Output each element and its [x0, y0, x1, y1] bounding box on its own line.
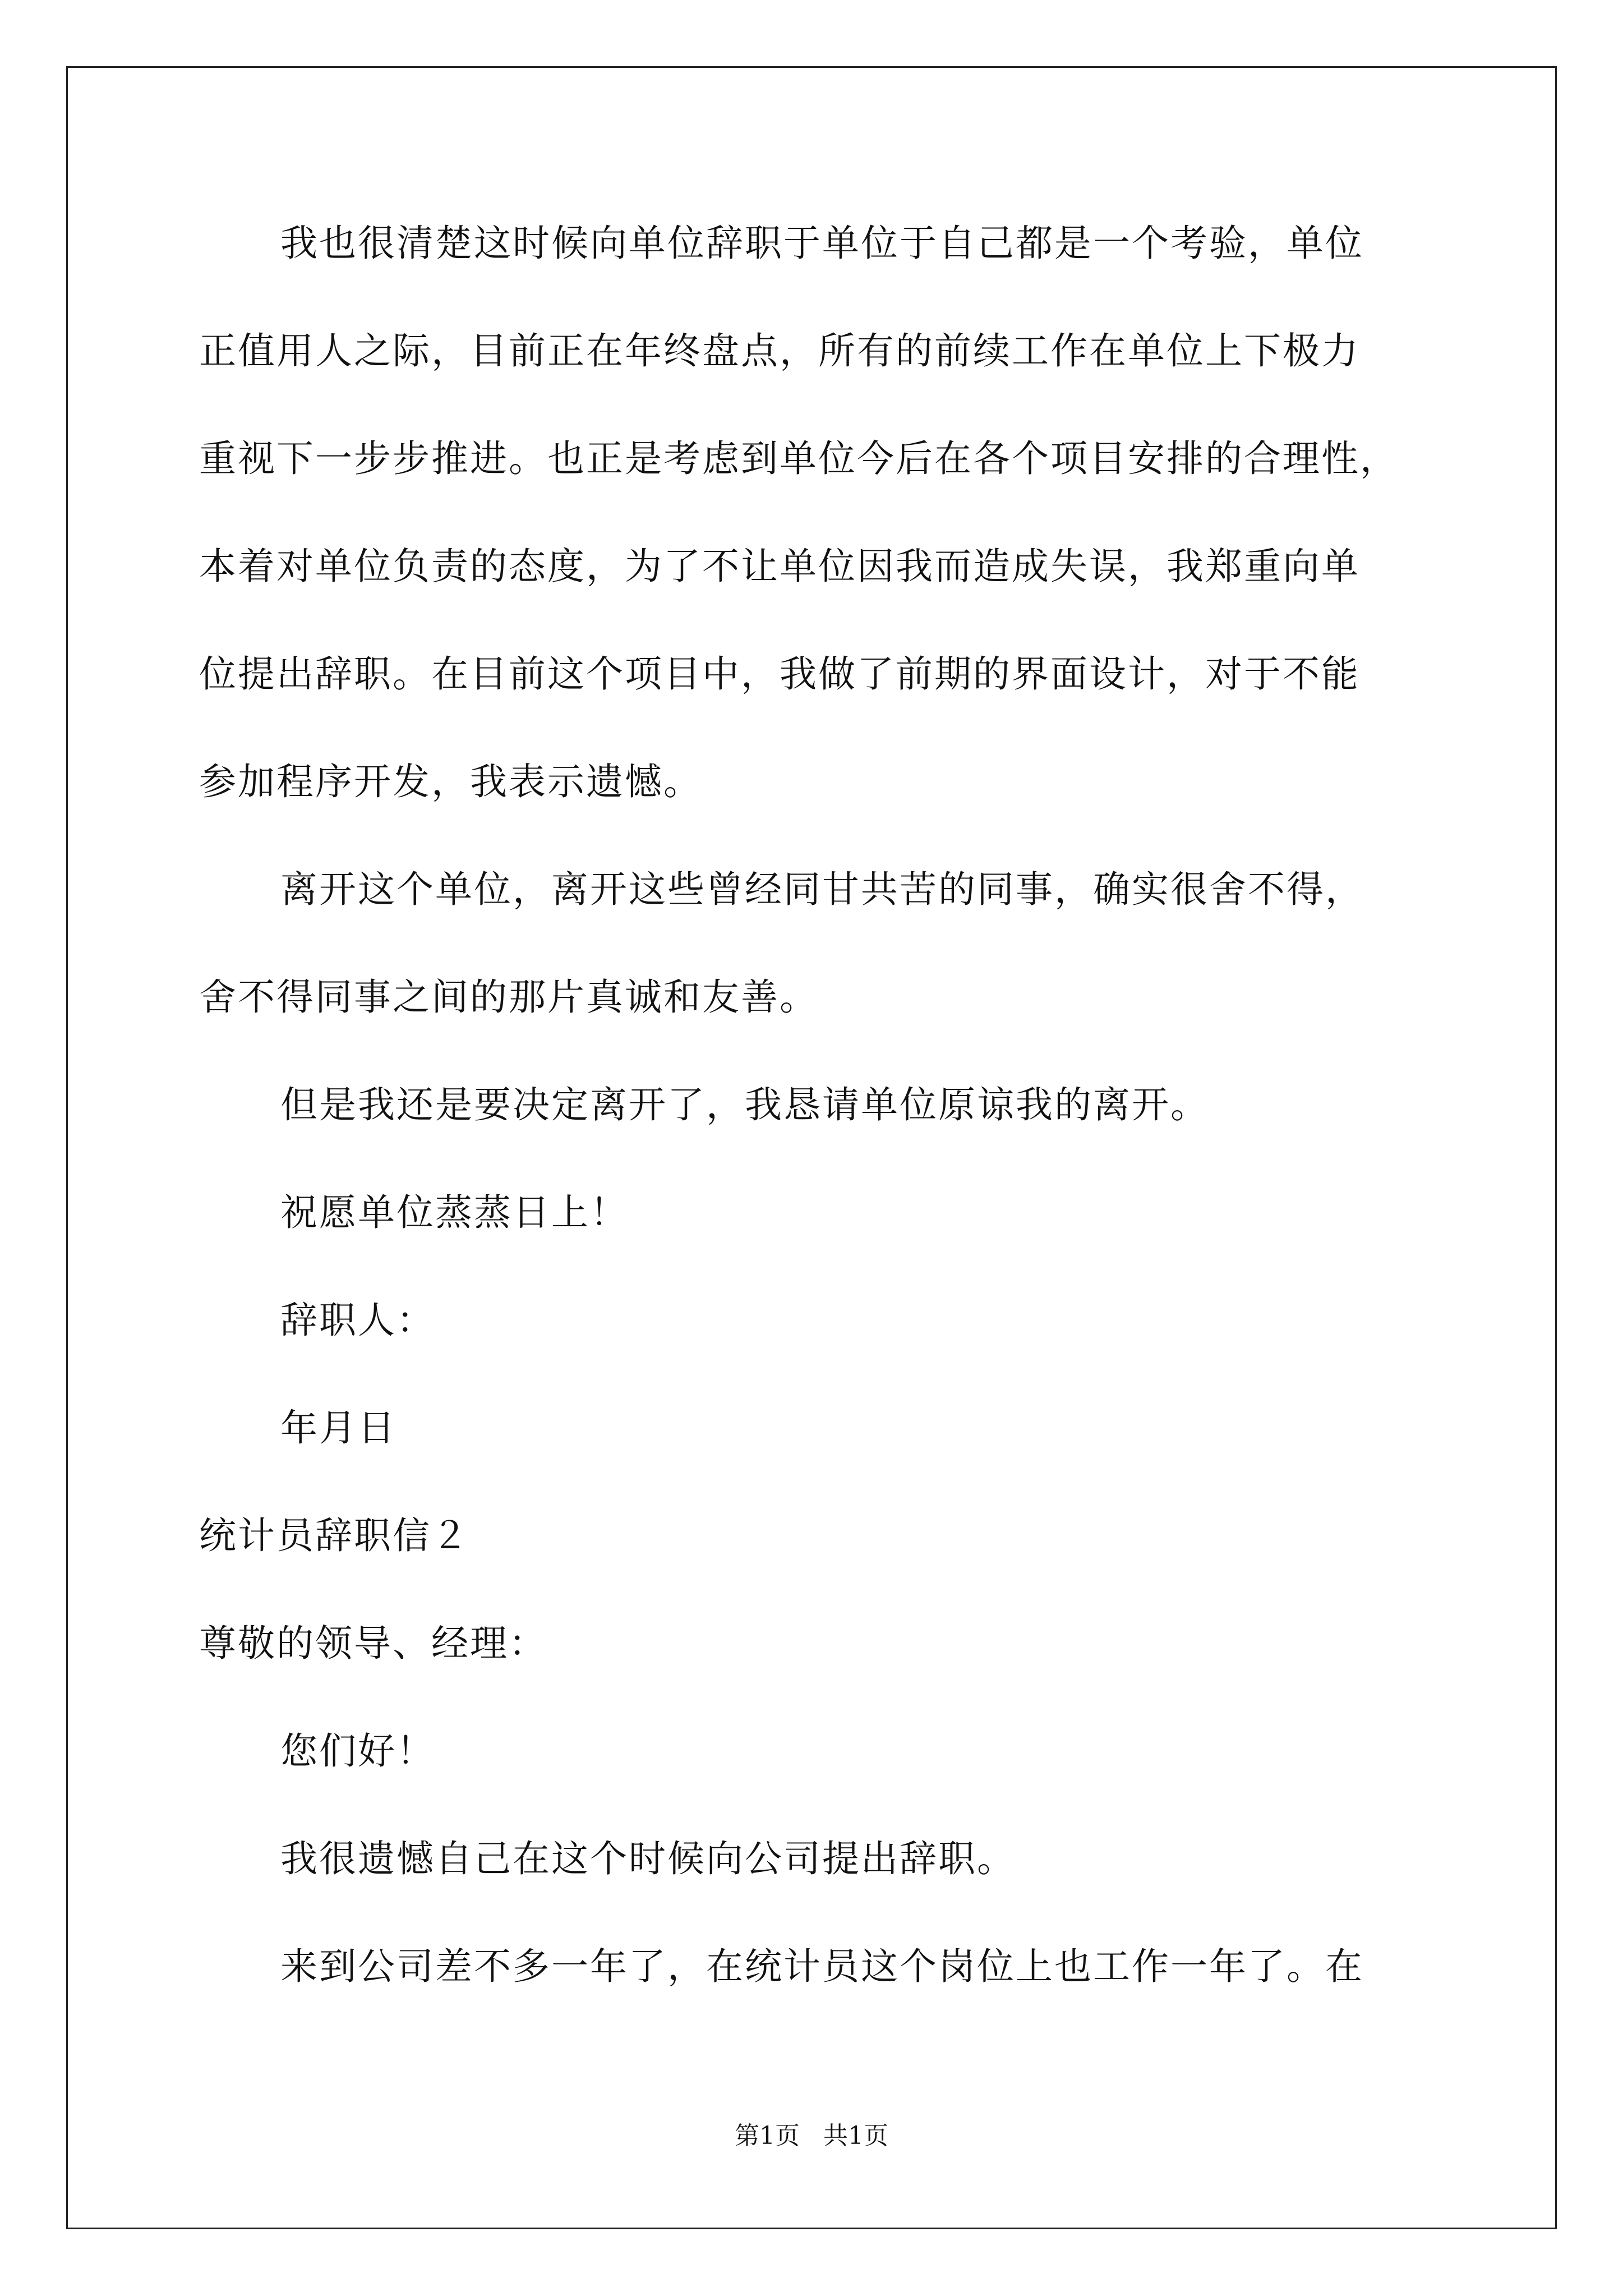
page-footer — [0, 2119, 1623, 2153]
paragraph-line: 来到公司差不多一年了，在统计员这个岗位上也工作一年了。在 — [280, 1945, 1364, 1988]
paragraph-line: 我也很清楚这时候向单位辞职于单位于自己都是一个考验，单位 — [280, 222, 1364, 265]
signature-label: 辞职人： — [280, 1299, 435, 1342]
section-title: 统计员辞职信２ — [199, 1514, 470, 1557]
paragraph-line: 位提出辞职。在目前这个项目中，我做了前期的界面设计，对于不能 — [199, 652, 1360, 696]
salutation: 尊敬的领导、经理： — [199, 1622, 547, 1665]
paragraph-line: 但是我还是要决定离开了，我恳请单位原谅我的离开。 — [280, 1083, 1209, 1126]
date-label: 年月日 — [280, 1406, 396, 1450]
paragraph-line: 舍不得同事之间的那片真诚和友善。 — [199, 976, 818, 1019]
paragraph-line: 离开这个单位，离开这些曾经同甘共苦的同事，确实很舍不得， — [280, 868, 1364, 911]
paragraph-line: 本着对单位负责的态度，为了不让单位因我而造成失误，我郑重向单 — [199, 545, 1360, 588]
greeting: 您们好！ — [280, 1729, 435, 1773]
page-number: 第1页 — [735, 2122, 800, 2150]
paragraph-line: 正值用人之际，目前正在年终盘点，所有的前续工作在单位上下极力 — [199, 329, 1360, 372]
paragraph-line: 参加程序开发，我表示遗憾。 — [199, 760, 702, 803]
closing-wish: 祝愿单位蒸蒸日上！ — [280, 1191, 629, 1234]
paragraph-line: 重视下一步步推进。也正是考虑到单位今后在各个项目安排的合理性， — [199, 437, 1399, 480]
page-border — [66, 66, 1557, 2229]
page-total: 共1页 — [823, 2122, 888, 2150]
paragraph-line: 我很遗憾自己在这个时候向公司提出辞职。 — [280, 1837, 1016, 1880]
